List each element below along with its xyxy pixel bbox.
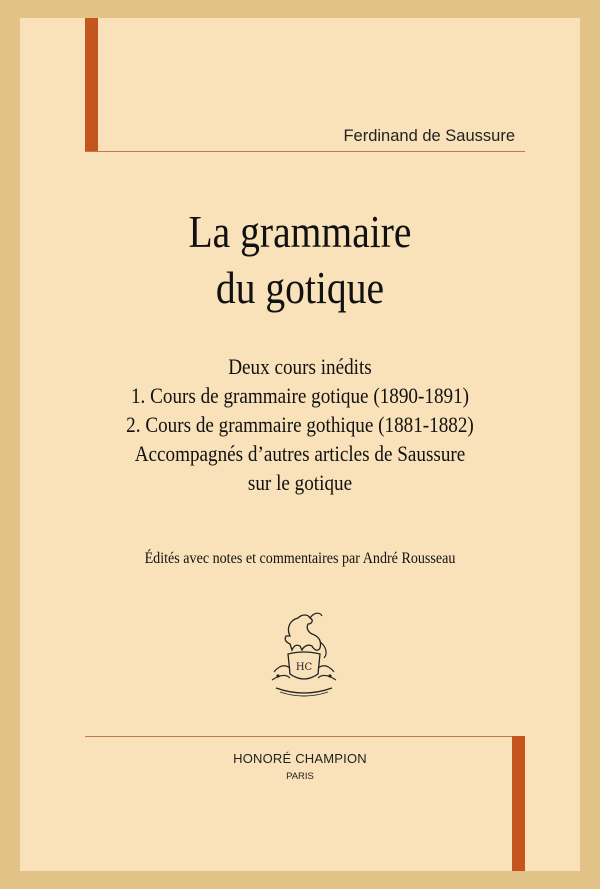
- subtitle-block: [56, 352, 543, 497]
- subtitle-line: Deux cours inédits: [228, 354, 372, 379]
- horse-emblem-icon: [260, 606, 348, 702]
- divider-bottom: [85, 736, 525, 737]
- publisher-name: HONORÉ CHAMPION: [233, 751, 367, 766]
- divider-top: [85, 151, 525, 152]
- subtitle-line: 1. Cours de grammaire gotique (1890-1891): [130, 383, 470, 408]
- book-cover: [20, 18, 580, 871]
- publisher-city: PARIS: [286, 771, 314, 782]
- subtitle-line: Accompagnés d’autres articles de Saussure: [134, 441, 466, 466]
- subtitle-line: sur le gotique: [247, 470, 353, 495]
- emblem-monogram: HC: [295, 662, 313, 673]
- author-name: Ferdinand de Saussure: [343, 127, 515, 145]
- book-title: [59, 204, 541, 316]
- subtitle-line: 2. Cours de grammaire gothique (1881-1882): [126, 412, 474, 437]
- editors-credit: Édités avec notes et commentaires par André Rousseau: [144, 550, 456, 567]
- title-line-1: La grammaire: [188, 206, 412, 257]
- title-line-2: du gotique: [215, 262, 385, 313]
